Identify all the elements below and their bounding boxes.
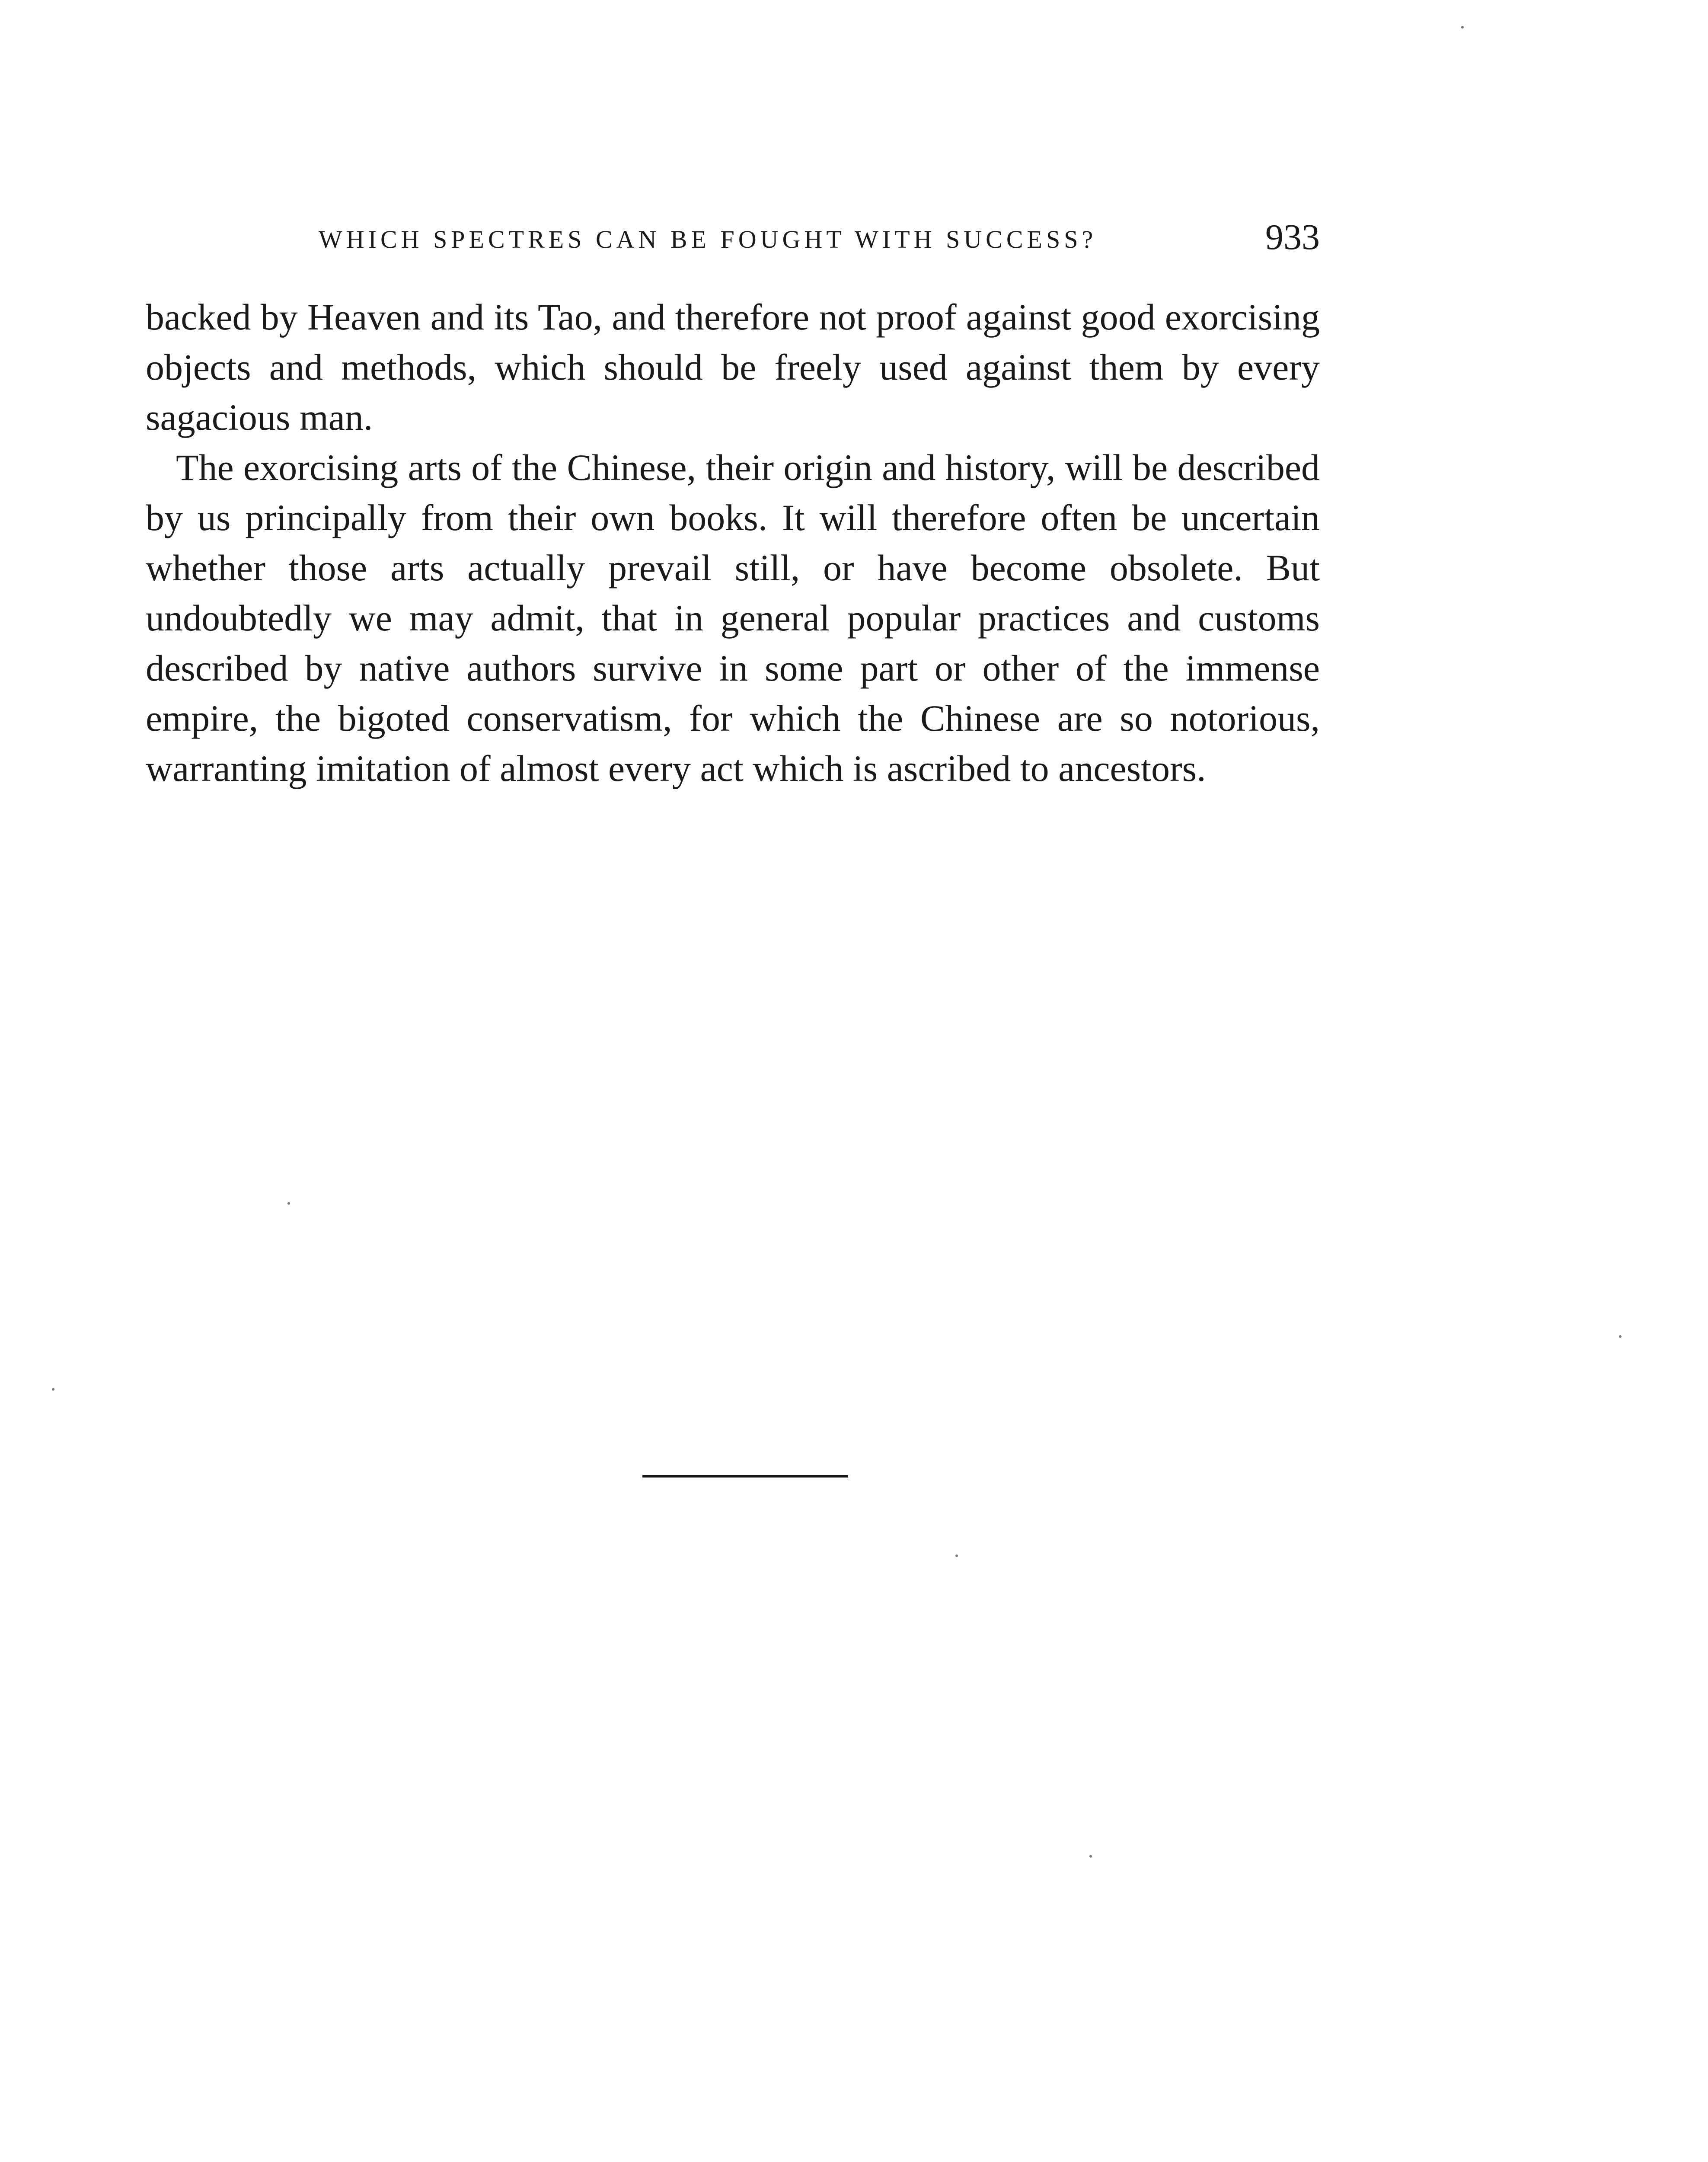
scan-speck	[955, 1554, 958, 1557]
scan-speck	[287, 1202, 290, 1205]
paragraph-continuation: backed by Heaven and its Tao, and therefore not proof against good exorcising objects and methods, which should be freely used against them by every sagacious man.	[146, 296, 1320, 438]
scan-speck	[52, 1388, 54, 1391]
running-head	[146, 216, 1320, 268]
paragraph-exorcising-arts: The exorcising arts of the Chinese, their origin and history, will be described by us principally from their own books. It will therefore often be uncertain whether those arts actually prevail still, or have become obsolete. But undoubtedly we may admit, that in general popular practices and customs described by native authors survive in some part or other of the immense empire, the bigoted conservatism, for which the Chinese are so notorious, warranting imitation of almost every act which is ascribed to ancestors.	[146, 447, 1320, 789]
section-end-rule	[642, 1475, 848, 1478]
body-text	[146, 292, 1320, 793]
scan-speck	[1089, 1855, 1092, 1858]
scan-speck	[1619, 1335, 1622, 1338]
page-number: 933	[1265, 217, 1320, 257]
scan-speck	[1461, 26, 1464, 29]
running-title: WHICH SPECTRES CAN BE FOUGHT WITH SUCCESS?	[319, 225, 1097, 253]
